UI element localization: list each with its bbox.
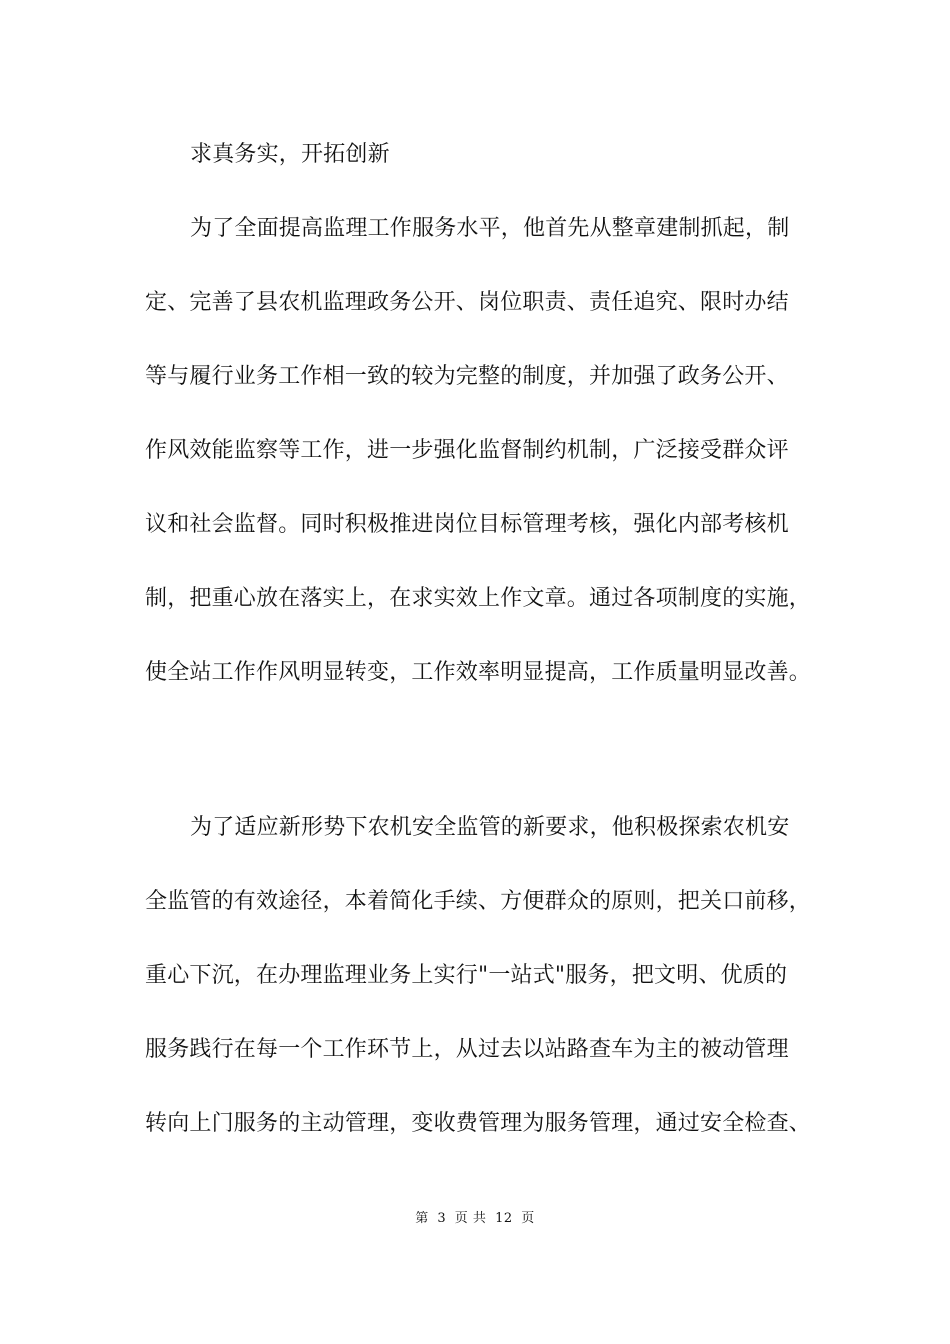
paragraph-line: 全监管的有效途径，本着简化手续、方便群众的原则，把关口前移， xyxy=(145,889,812,914)
paragraph-line: 等与履行业务工作相一致的较为完整的制度，并加强了政务公开、 xyxy=(145,364,789,389)
footer-total-pages: 12 xyxy=(495,1211,513,1226)
footer-prefix: 第 xyxy=(415,1211,429,1226)
paragraph-line: 转向上门服务的主动管理，变收费管理为服务管理，通过安全检查、 xyxy=(145,1111,812,1136)
section-heading: 求真务实，开拓创新 xyxy=(190,142,390,167)
paragraph-line: 制，把重心放在落实上，在求实效上作文章。通过各项制度的实施， xyxy=(145,586,812,611)
paragraph-line: 重心下沉，在办理监理业务上实行"一站式"服务，把文明、优质的 xyxy=(145,963,788,988)
footer-page-number: 3 xyxy=(437,1211,447,1226)
paragraph-line: 定、完善了县农机监理政务公开、岗位职责、责任追究、限时办结 xyxy=(145,290,789,315)
paragraph-line: 作风效能监察等工作，进一步强化监督制约机制，广泛接受群众评 xyxy=(145,438,789,463)
paragraph-line: 服务践行在每一个工作环节上，从过去以站路查车为主的被动管理 xyxy=(145,1037,789,1062)
paragraph-line: 使全站工作作风明显转变，工作效率明显提高，工作质量明显改善。 xyxy=(145,660,812,685)
footer-mid: 页 共 xyxy=(454,1211,487,1226)
page-footer xyxy=(0,1210,950,1228)
paragraph-line: 为了适应新形势下农机安全监管的新要求，他积极探索农机安 xyxy=(190,815,790,840)
footer-suffix: 页 xyxy=(521,1211,535,1226)
paragraph-line: 议和社会监督。同时积极推进岗位目标管理考核，强化内部考核机 xyxy=(145,512,789,537)
paragraph-line: 为了全面提高监理工作服务水平，他首先从整章建制抓起，制 xyxy=(190,216,790,241)
